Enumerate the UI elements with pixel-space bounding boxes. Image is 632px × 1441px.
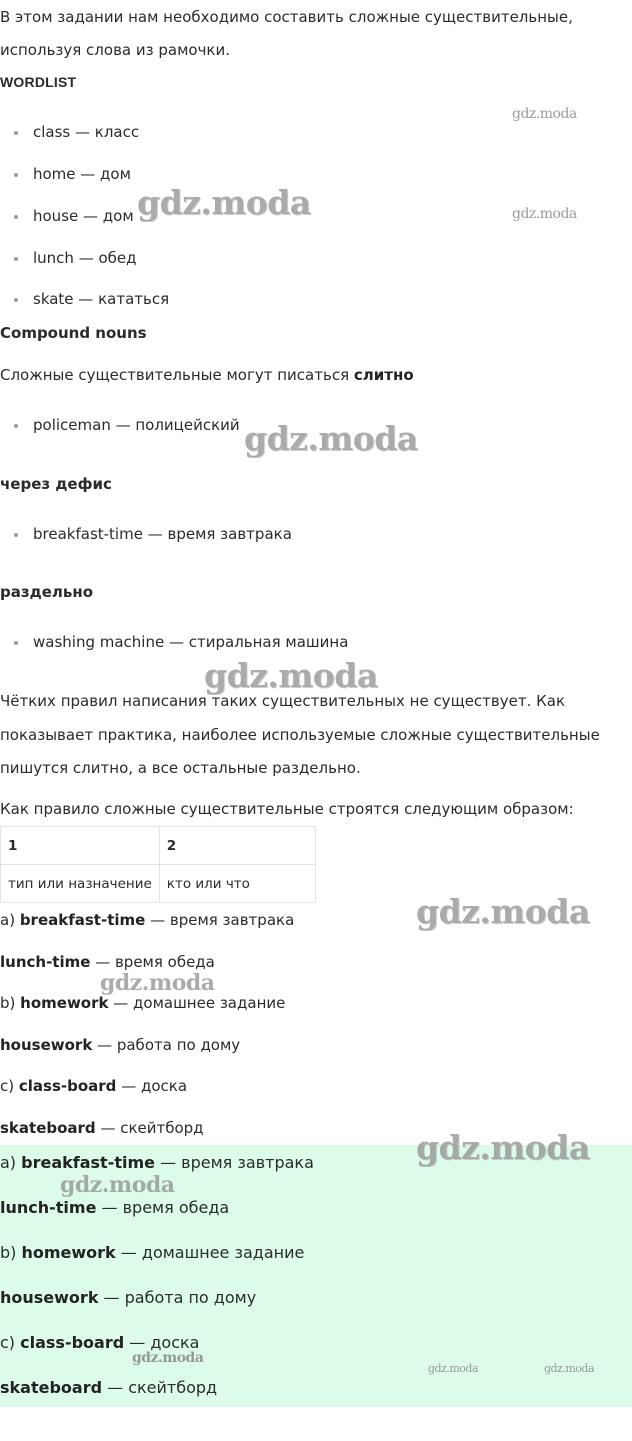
answer-word: skateboard	[0, 1378, 103, 1397]
answer-word: homework	[21, 1243, 116, 1262]
list-bullet	[14, 533, 18, 537]
answer-translation: — доска	[124, 1333, 200, 1352]
wordlist-title: WORDLIST	[0, 74, 77, 90]
example-word: breakfast-time	[19, 911, 146, 929]
table-header-row	[1, 827, 316, 865]
watermark: gdz.moda	[512, 106, 577, 122]
solid-rule-bold: слитно	[353, 366, 414, 384]
wordlist-item: home — дом	[33, 165, 131, 183]
watermark: gdz.moda	[428, 1362, 479, 1375]
solid-rule	[0, 365, 414, 385]
rules-line-4: Как правило сложные существительные строятся следующим образом:	[0, 800, 574, 818]
wordlist-item: lunch — обед	[33, 249, 137, 267]
rules-line-3: пишутся слитно, а все остальные раздельно.	[0, 759, 361, 777]
solid-example: policeman — полицейский	[33, 416, 240, 434]
example-word: skateboard	[0, 1119, 96, 1137]
answer-translation: — время обеда	[96, 1198, 230, 1217]
rules-line-1: Чётких правил написания таких существительных не существует. Как	[0, 692, 566, 710]
answer-prefix: c)	[0, 1333, 21, 1352]
example-line	[0, 993, 285, 1013]
list-bullet	[14, 641, 18, 645]
compound-title: Compound nouns	[0, 324, 147, 342]
table-header-cell: 1	[1, 827, 160, 865]
watermark: gdz.moda	[512, 206, 577, 222]
answer-line	[0, 1243, 304, 1263]
example-line	[0, 910, 294, 930]
example-word: class-board	[18, 1077, 117, 1095]
example-translation: — доска	[116, 1077, 188, 1095]
example-line	[0, 1035, 240, 1055]
answer-line	[0, 1198, 229, 1218]
example-translation: — время завтрака	[145, 911, 295, 929]
answer-line	[0, 1378, 217, 1398]
watermark: gdz.moda	[60, 1172, 175, 1198]
example-translation: — домашнее задание	[108, 994, 286, 1012]
watermark: gdz.moda	[544, 1362, 595, 1375]
answer-prefix: a)	[0, 1153, 22, 1172]
structure-table	[0, 826, 316, 903]
answer-translation: — время завтрака	[155, 1153, 314, 1172]
separate-example: washing machine — стиральная машина	[33, 633, 349, 651]
watermark: gdz.moda	[244, 419, 418, 458]
list-bullet	[14, 298, 18, 302]
hyphen-title: через дефис	[0, 475, 112, 493]
answer-line	[0, 1153, 314, 1173]
intro-line-2: используя слова из рамочки.	[0, 41, 231, 59]
list-bullet	[14, 215, 18, 219]
answer-word: breakfast-time	[21, 1153, 155, 1172]
example-line	[0, 952, 215, 972]
example-line	[0, 1118, 204, 1138]
watermark: gdz.moda	[416, 892, 590, 931]
answer-word: lunch-time	[0, 1198, 97, 1217]
example-line	[0, 1076, 187, 1096]
answer-line	[0, 1288, 256, 1308]
answer-translation: — работа по дому	[98, 1288, 257, 1307]
list-bullet	[14, 424, 18, 428]
example-prefix: a)	[0, 911, 20, 929]
solid-rule-text: Сложные существительные могут писаться	[0, 366, 354, 384]
example-prefix: b)	[0, 994, 21, 1012]
watermark: gdz.moda	[132, 1350, 204, 1366]
table-cell: кто или что	[159, 865, 315, 903]
example-prefix: c)	[0, 1077, 19, 1095]
watermark: gdz.moda	[100, 970, 215, 996]
watermark: gdz.moda	[137, 183, 311, 222]
answer-prefix: b)	[0, 1243, 22, 1262]
watermark: gdz.moda	[416, 1128, 590, 1167]
wordlist-item: skate — кататься	[33, 290, 170, 308]
example-translation: — время обеда	[90, 953, 215, 971]
wordlist-item: house — дом	[33, 207, 134, 225]
example-word: homework	[20, 994, 109, 1012]
table-cell: тип или назначение	[1, 865, 160, 903]
intro-line-1: В этом задании нам необходимо составить сложные существительные,	[0, 8, 573, 26]
example-word: lunch-time	[0, 953, 91, 971]
watermark: gdz.moda	[204, 656, 378, 695]
table-row	[1, 865, 316, 903]
example-word: housework	[0, 1036, 93, 1054]
table-header-cell: 2	[159, 827, 315, 865]
answer-translation: — домашнее задание	[115, 1243, 305, 1262]
list-bullet	[14, 257, 18, 261]
answer-translation: — скейтборд	[102, 1378, 218, 1397]
answer-word: class-board	[20, 1333, 125, 1352]
example-translation: — скейтборд	[95, 1119, 204, 1137]
hyphen-example: breakfast-time — время завтрака	[33, 525, 292, 543]
separate-title: раздельно	[0, 583, 94, 601]
list-bullet	[14, 173, 18, 177]
wordlist-item: class — класс	[33, 123, 140, 141]
rules-line-2: показывает практика, наиболее используемые сложные существительные	[0, 726, 600, 744]
answer-word: housework	[0, 1288, 99, 1307]
list-bullet	[14, 131, 18, 135]
example-translation: — работа по дому	[92, 1036, 241, 1054]
